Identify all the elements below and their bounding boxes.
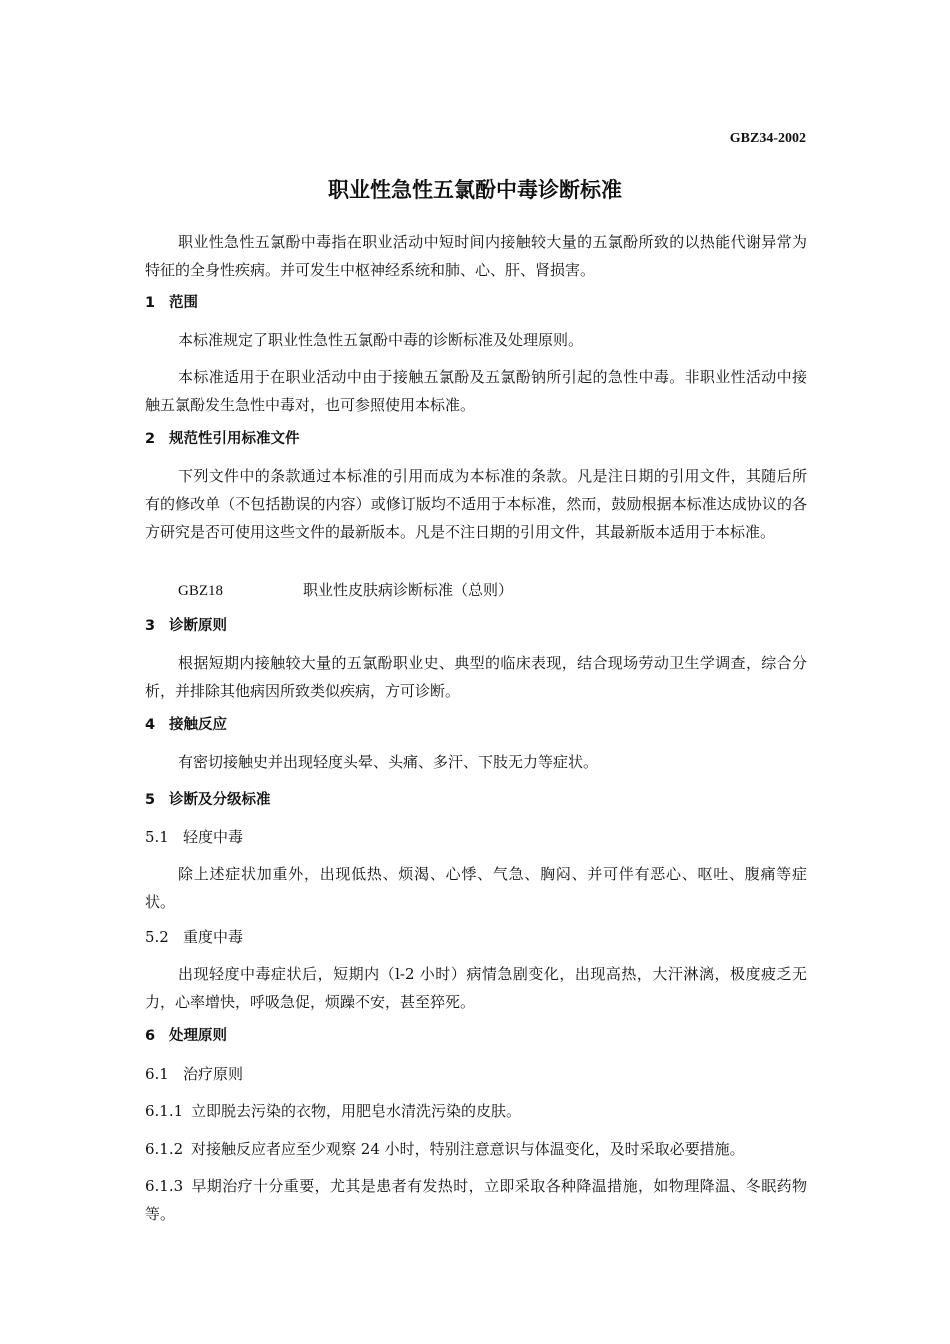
subsection-5-1-paragraph: 除上述症状加重外，出现低热、烦渴、心悸、气急、胸闷、并可伴有恶心、呕吐、腹痛等症状。 (145, 865, 807, 911)
subsection-title: 轻度中毒 (183, 828, 244, 846)
section-number: 6 (145, 1028, 156, 1044)
document-title: 职业性急性五氯酚中毒诊断标准 (328, 178, 622, 202)
subsection-5-2-heading (145, 923, 807, 951)
section-title: 规范性引用标准文件 (169, 431, 300, 447)
clause-text: 对接触反应者应至少观察 24 小时，特别注意意识与体温变化，及时采取必要措施。 (191, 1140, 745, 1158)
subsection-5-1-heading (145, 823, 807, 851)
clause-number: 6.1.2 (145, 1140, 184, 1158)
section-title: 处理原则 (169, 1028, 227, 1044)
section-number: 4 (145, 717, 156, 733)
section-number: 3 (145, 618, 156, 634)
section-1-paragraph-1: 本标准规定了职业性急性五氯酚中毒的诊断标准及处理原则。 (178, 331, 584, 349)
section-3-paragraph-1: 根据短期内接触较大量的五氯酚职业史、典型的临床表现，结合现场劳动卫生学调查，综合分析，并排除其他病因所致类似疾病，方可诊断。 (145, 654, 807, 700)
intro-paragraph: 职业性急性五氯酚中毒指在职业活动中短时间内接触较大量的五氯酚所致的以热能代谢异常为特征的全身性疾病。并可发生中枢神经系统和肺、心、肝、肾损害。 (145, 233, 807, 279)
section-2-paragraph-1: 下列文件中的条款通过本标准的引用而成为本标准的条款。凡是注日期的引用文件，其随后所有的修改单（不包括勘误的内容）或修订版均不适用于本标准，然而，鼓励根据本标准达成协议的各方研究是否可使用这些文件的最新版本。凡是不注日期的引用文件，其最新版本适用于本标准。 (145, 467, 807, 541)
subsection-6-1-heading (145, 1060, 807, 1088)
normative-reference (178, 576, 513, 605)
section-6-heading (145, 1022, 807, 1050)
section-title: 诊断原则 (169, 618, 227, 634)
section-1-paragraph-2: 本标准适用于在职业活动中由于接触五氯酚及五氯酚钠所引起的急性中毒。非职业性活动中接触五氯酚发生急性中毒对，也可参照使用本标准。 (145, 368, 807, 414)
section-3-heading (145, 612, 807, 640)
subsection-title: 治疗原则 (183, 1065, 244, 1083)
subsection-5-2-paragraph: 出现轻度中毒症状后，短期内（l-2 小时）病情急剧变化，出现高热，大汗淋漓，极度疲乏无力，心率增快，呼吸急促，烦躁不安，甚至猝死。 (145, 965, 807, 1011)
reference-code: GBZ18 (178, 583, 223, 599)
clause-number: 6.1.1 (145, 1102, 184, 1120)
clause-6-1-2 (145, 1135, 807, 1163)
clause-6-1-3 (145, 1172, 807, 1228)
section-number: 2 (145, 431, 156, 447)
clause-text: 早期治疗十分重要，尤其是患者有发热时，立即采取各种降温措施，如物理降温、冬眠药物等。 (145, 1177, 807, 1223)
subsection-number: 5.1 (145, 828, 169, 846)
standard-code: GBZ34-2002 (729, 131, 806, 146)
reference-title: 职业性皮肤病诊断标准（总则） (303, 581, 514, 599)
section-4-paragraph-1: 有密切接触史并出现轻度头晕、头痛、多汗、下肢无力等症状。 (178, 753, 599, 771)
section-number: 1 (145, 295, 156, 311)
clause-number: 6.1.3 (145, 1177, 184, 1195)
section-number: 5 (145, 792, 156, 808)
section-2-heading (145, 425, 807, 453)
subsection-number: 6.1 (145, 1065, 169, 1083)
section-title: 诊断及分级标准 (169, 792, 271, 808)
section-1-heading (145, 289, 807, 317)
clause-6-1-1 (145, 1097, 807, 1125)
section-title: 范围 (169, 295, 198, 311)
clause-text: 立即脱去污染的衣物，用肥皂水清洗污染的皮肤。 (191, 1102, 522, 1120)
section-4-heading (145, 711, 807, 739)
subsection-number: 5.2 (145, 928, 169, 946)
subsection-title: 重度中毒 (183, 928, 244, 946)
section-title: 接触反应 (169, 717, 227, 733)
section-5-heading (145, 786, 807, 814)
